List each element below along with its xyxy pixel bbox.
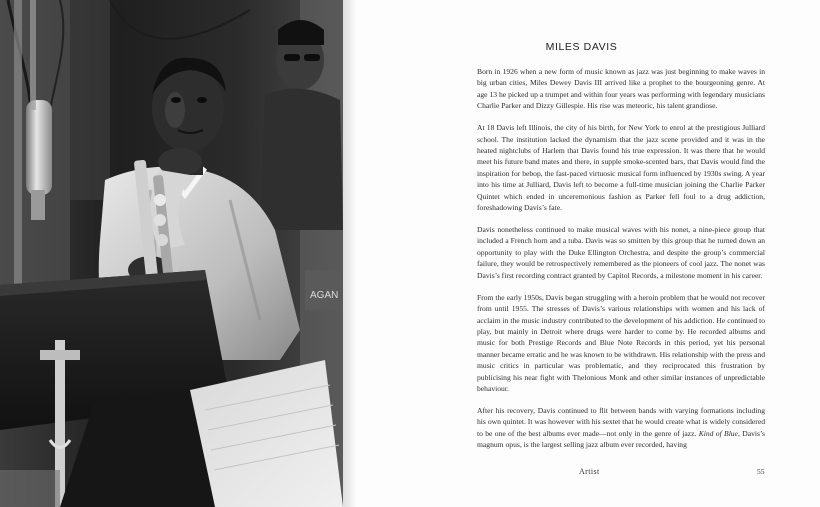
text-page — [343, 0, 820, 507]
paragraph-5-text-cont: , Davis’s magnum opus, is the largest selling jazz album ever recorded, having — [477, 428, 766, 450]
paragraph-4-text: From the early 1950s, Davis began struggling with a heroin problem that he would not recover from until 1955. The stresses of Davis’s various relationships with women and his lack of acclaim in the music industry contributed to the development of his addiction. He continued to play, but mainly in Detroit where drugs were harder to come by. He recorded albums and music for both Prestige Records and Blue Note Records in this period, yet his personal manner became erratic and he was known to be withdrawn. His relationship with the press and music critics in particular was problematic, and they reciprocated this frustration by publicising his near fight with Thelonious Monk and other similar instances of unpredictable behaviour. — [477, 292, 765, 393]
mic-label: AGAN — [310, 290, 339, 301]
paragraph-2-text: At 18 Davis left Illinois, the city of his birth, for New York to enrol at the prestigious Julliard school. The institution lacked the dynamism that the jazz scene provided and it was in the heated nightclubs of Harlem that Davis found his true expression. It was there that he would meet his future band mates and there, in supple smoke-scented bars, that Davis would find the inspiration for bebop, the fast-paced virtuosic musical form influenced by 1930s swing. A year into his time at Julliard, Davis left to become a full-time musician joining the Charlie Parker Quintet which ended in unceremonious fashion as Parker fell foul to a drug addiction, foreshadowing Davis’s fate. — [477, 123, 765, 213]
chapter-title: MILES DAVIS — [545, 41, 618, 53]
album-title: Kind of Blue — [698, 428, 738, 438]
paragraph-2 — [477, 122, 765, 213]
paragraph-5 — [477, 405, 765, 451]
paragraph-4 — [477, 292, 765, 395]
article-body — [477, 66, 765, 461]
paragraph-5-text: After his recovery, Davis continued to flit between bands with varying formations including his own quintet. It was however with his sextet that he would create what is widely considered to be one of the best albums ever made—not only in the genre of jazz. — [477, 405, 765, 438]
running-footer: Artist — [579, 467, 600, 476]
photo-page — [0, 0, 343, 507]
paragraph-3-text: Davis nonetheless continued to make musical waves with his nonet, a nine-piece group that included a French horn and a tuba. Davis was so smitten by this group that he turned down an opportunity to play with the Duke Ellington Orchestra, and despite the group’s commercial failure, they would be retrospectively remembered as the pioneers of cool jazz. The nonet was Davis’s first recording contract granted by Capitol Records, a milestone moment in his career. — [477, 225, 765, 280]
paragraph-1 — [477, 66, 765, 112]
paragraph-3 — [477, 224, 765, 281]
paragraph-1-text: Born in 1926 when a new form of music known as jazz was just beginning to make waves in big urban cities, Miles Dewey Davis III arrived like a prophet to the bourgeoning genre. At age 13 he picked up a trumpet and within four years was performing with legendary musicians Charlie Parker and Dizzy Gillespie. His rise was meteoric, his talent grandiose. — [477, 67, 765, 111]
musician-photo — [0, 0, 343, 507]
page-number: 55 — [757, 467, 765, 476]
